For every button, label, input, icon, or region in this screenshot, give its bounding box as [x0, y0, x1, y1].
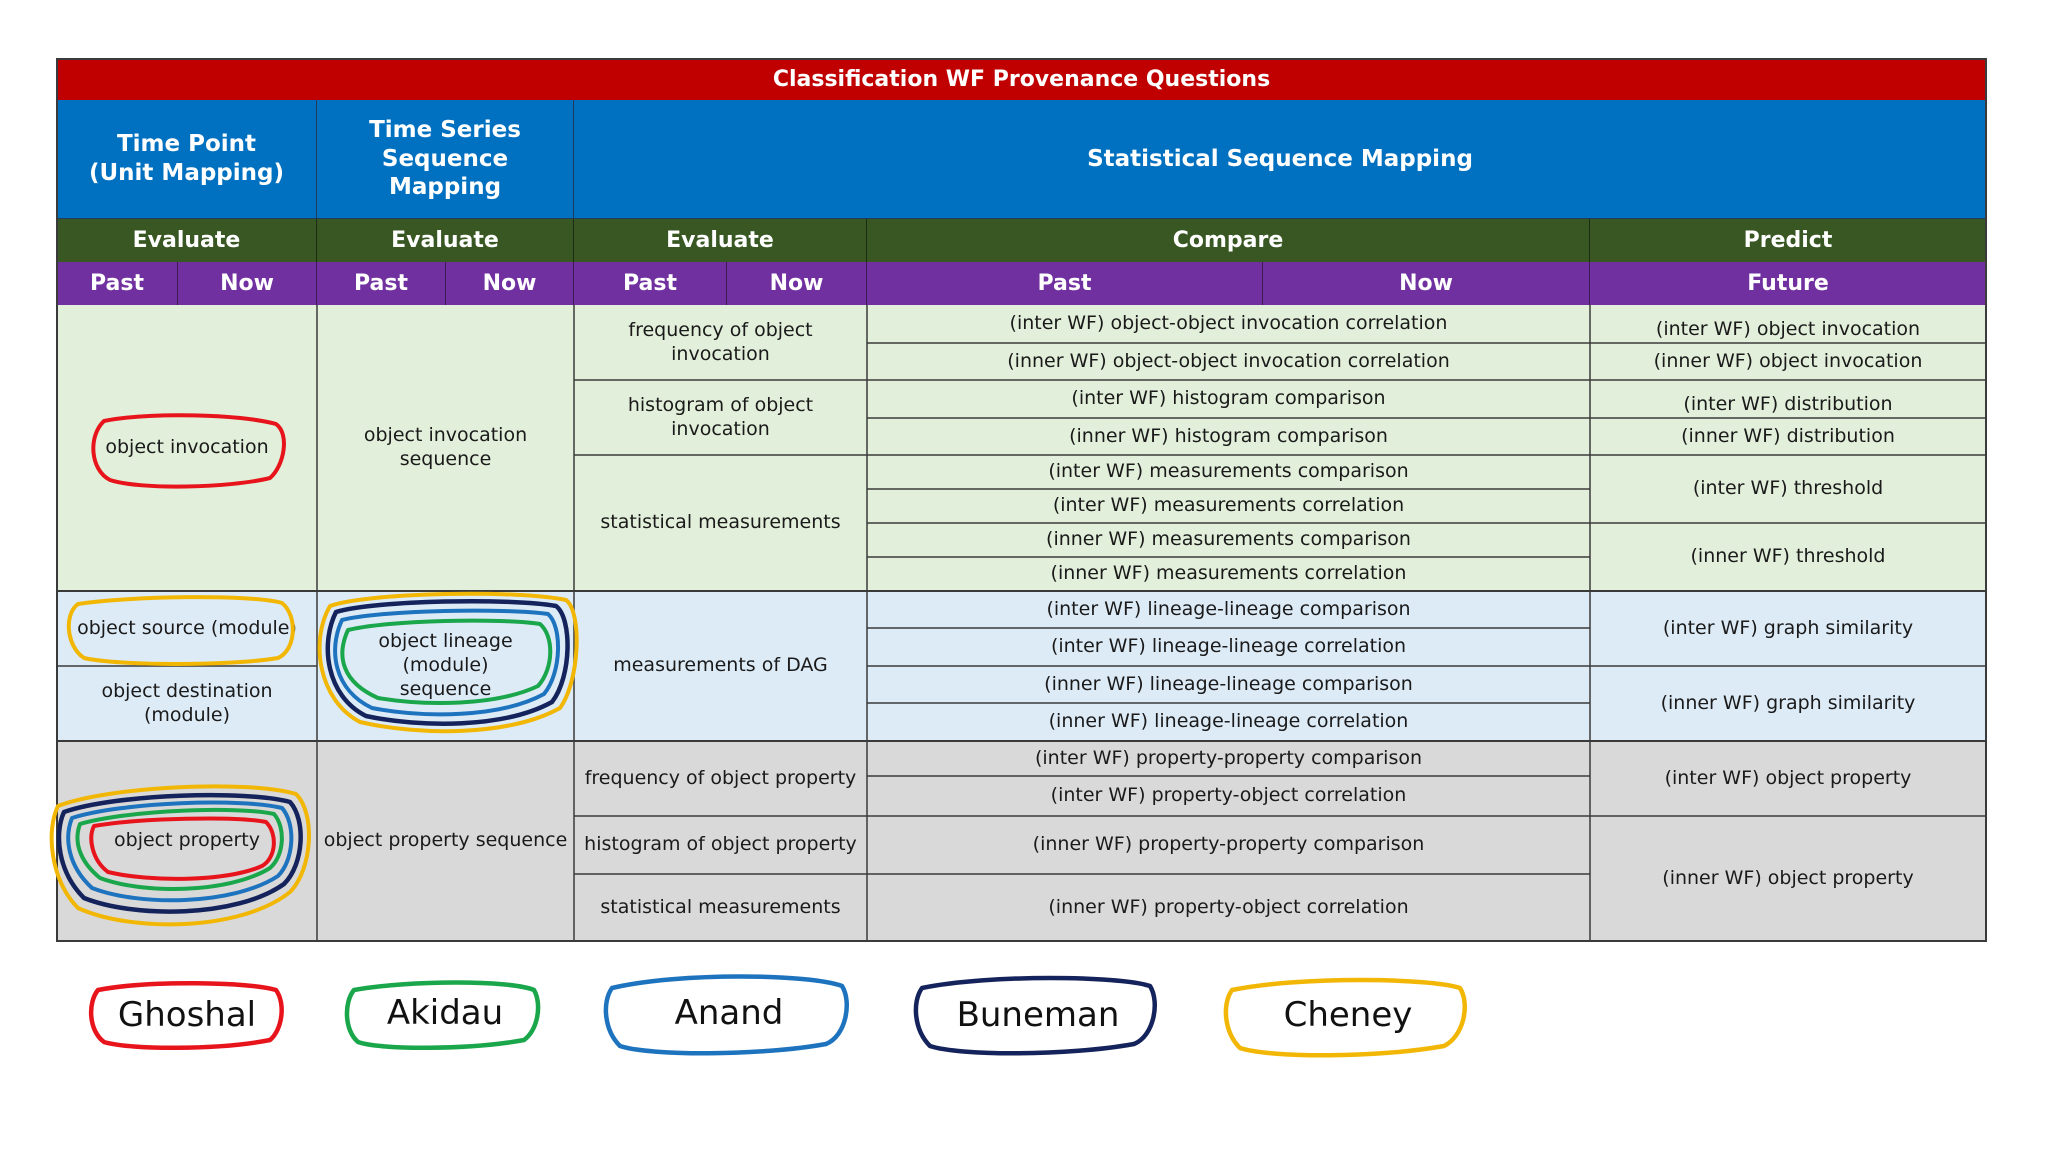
s1-predict-0: (inter WF) object invocation	[1655, 318, 1921, 341]
tense-now-1: Now	[178, 262, 317, 305]
s1-eval-2: statistical measurements	[600, 511, 841, 534]
s2-time-series: object lineage (module) sequence	[378, 630, 513, 700]
s3-time-point: object property	[114, 829, 260, 852]
diagram-title: Classification WF Provenance Questions	[57, 59, 1986, 100]
s1-predict-5: (inner WF) threshold	[1690, 545, 1886, 568]
task-compare: Compare	[867, 219, 1590, 262]
legend-buneman: Buneman	[956, 995, 1120, 1035]
tense-now-compare: Now	[1263, 262, 1590, 305]
s1-compare-0: (inter WF) object-object invocation correlation	[1009, 312, 1448, 335]
task-evaluate-1: Evaluate	[57, 219, 317, 262]
s3-compare-2: (inner WF) property-property comparison	[1032, 833, 1425, 856]
s1-predict-1: (inner WF) object invocation	[1653, 349, 1923, 372]
s1-eval-1: histogram of object invocation	[627, 393, 814, 440]
s3-compare-3: (inner WF) property-object correlation	[1048, 895, 1409, 918]
task-predict: Predict	[1590, 219, 1986, 262]
s2-compare-3: (inner WF) lineage-lineage correlation	[1048, 710, 1409, 733]
legend-ghoshal: Ghoshal	[117, 995, 257, 1035]
s2-predict-1: (inner WF) graph similarity	[1660, 691, 1916, 714]
s3-predict-1: (inner WF) object property	[1662, 866, 1914, 889]
s1-predict-3: (inner WF) distribution	[1681, 424, 1895, 447]
s3-compare-0: (inter WF) property-property comparison	[1034, 746, 1423, 769]
s3-eval-2: statistical measurements	[600, 895, 841, 918]
s2-compare-1: (inter WF) lineage-lineage correlation	[1050, 635, 1407, 658]
s3-eval-0: frequency of object property	[584, 766, 857, 789]
s1-compare-5: (inter WF) measurements correlation	[1052, 494, 1405, 517]
tense-past-2: Past	[317, 262, 446, 305]
header-statistical: Statistical Sequence Mapping	[574, 100, 1986, 219]
legend-akidau: Akidau	[386, 993, 504, 1033]
s1-time-point: object invocation	[105, 436, 269, 459]
s3-eval-1: histogram of object property	[584, 833, 857, 856]
s2-time-point-1: object destination (module)	[101, 679, 273, 726]
s3-compare-1: (inter WF) property-object correlation	[1050, 784, 1407, 807]
tense-past-compare: Past	[867, 262, 1263, 305]
s1-predict-4: (inter WF) threshold	[1692, 477, 1884, 500]
s1-compare-6: (inner WF) measurements comparison	[1046, 528, 1411, 551]
s2-compare-0: (inter WF) lineage-lineage comparison	[1046, 597, 1411, 620]
tense-now-2: Now	[446, 262, 574, 305]
s2-time-point-0: object source (module)	[77, 616, 297, 639]
legend-cheney: Cheney	[1283, 995, 1413, 1035]
s1-compare-4: (inter WF) measurements comparison	[1048, 460, 1409, 483]
s1-eval-0: frequency of object invocation	[628, 318, 813, 365]
s1-compare-1: (inner WF) object-object invocation correlation	[1007, 349, 1450, 372]
s1-compare-7: (inner WF) measurements correlation	[1050, 562, 1407, 585]
legend-anand: Anand	[674, 993, 784, 1033]
tense-past-3: Past	[574, 262, 727, 305]
s2-predict-0: (inter WF) graph similarity	[1662, 616, 1914, 639]
header-time-series: Time Series Sequence Mapping	[317, 100, 574, 219]
header-time-point: Time Point (Unit Mapping)	[57, 100, 317, 219]
s1-compare-3: (inner WF) histogram comparison	[1069, 424, 1388, 447]
s1-predict-2: (inter WF) distribution	[1683, 393, 1893, 416]
tense-future: Future	[1590, 262, 1986, 305]
s2-compare-2: (inner WF) lineage-lineage comparison	[1044, 672, 1413, 695]
task-evaluate-3: Evaluate	[574, 219, 867, 262]
s3-time-series: object property sequence	[323, 829, 568, 852]
s3-predict-0: (inter WF) object property	[1664, 766, 1912, 789]
s1-time-series: object invocation sequence	[363, 424, 528, 470]
tense-now-3: Now	[727, 262, 867, 305]
tense-past-1: Past	[57, 262, 178, 305]
s1-compare-2: (inter WF) histogram comparison	[1071, 387, 1386, 410]
s2-eval: measurements of DAG	[613, 654, 828, 677]
task-evaluate-2: Evaluate	[317, 219, 574, 262]
